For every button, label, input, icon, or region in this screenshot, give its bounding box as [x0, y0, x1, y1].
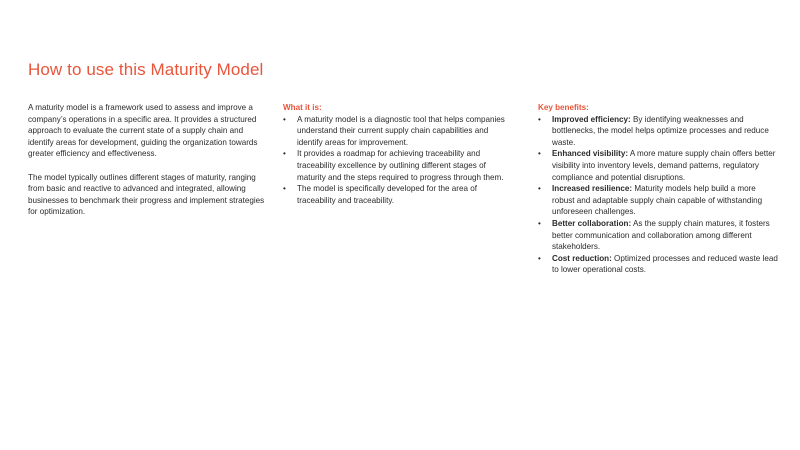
list-item	[538, 148, 778, 183]
bullet-icon: •	[283, 149, 286, 159]
benefit-text: Maturity models help build a more robust and adaptable supply chain capable of withstanding unforeseen challenges.	[552, 184, 763, 217]
list-item	[538, 218, 778, 253]
bullet-icon: •	[538, 184, 541, 194]
key-benefits-heading: Key benefits:	[538, 103, 589, 112]
bullet-icon: •	[283, 114, 286, 124]
list-item	[283, 183, 515, 206]
bullet-icon: •	[538, 149, 541, 159]
what-it-is-heading: What it is:	[283, 103, 322, 112]
benefit-label: Improved efficiency:	[552, 114, 631, 124]
what-it-is-list	[283, 114, 515, 207]
key-benefits-column	[538, 102, 778, 276]
benefit-label: Increased resilience:	[552, 184, 633, 194]
bullet-icon: •	[538, 253, 541, 263]
page-title: How to use this Maturity Model	[28, 60, 264, 79]
benefit-label: Cost reduction:	[552, 253, 612, 263]
bullet-icon: •	[538, 114, 541, 124]
what-it-is-column	[283, 102, 515, 206]
list-item	[283, 114, 515, 149]
benefit-text: Optimized processes and reduced waste lead to lower operational costs.	[552, 253, 778, 275]
benefit-text: A more mature supply chain offers better visibility into inventory levels, demand patterns, regulatory compliance and potential disruptions.	[552, 149, 776, 182]
list-item-text: It provides a roadmap for achieving traceability and traceability excellence by outlining different stages of maturity and the steps required to progress through them.	[297, 149, 504, 182]
list-item	[538, 253, 778, 276]
list-item	[283, 148, 515, 183]
benefit-label: Enhanced visibility:	[552, 149, 629, 159]
intro-column	[28, 102, 268, 230]
benefit-text: By identifying weaknesses and bottlenecks, the model helps optimize processes and reduce waste.	[552, 114, 769, 147]
benefit-label: Better collaboration:	[552, 218, 632, 228]
benefit-text: As the supply chain matures, it fosters better communication and collaboration among different stakeholders.	[552, 218, 770, 252]
list-item-text: A maturity model is a diagnostic tool that helps companies understand their current supply chain capabilities and identify areas for improvement.	[297, 114, 505, 147]
key-benefits-list	[538, 114, 778, 276]
bullet-icon: •	[283, 184, 286, 194]
list-item	[538, 183, 778, 218]
intro-paragraph: The model typically outlines different stages of maturity, ranging from basic and reactive to advanced and integrated, allowing businesses to benchmark their progress and implement strategies for optimization.	[28, 172, 265, 217]
list-item-text: The model is specifically developed for the area of traceability and traceability.	[297, 184, 477, 205]
list-item	[538, 114, 778, 149]
bullet-icon: •	[538, 218, 541, 228]
intro-paragraph: A maturity model is a framework used to assess and improve a company’s operations in a specific area. It provides a structured approach to evaluate the current state of a supply chain and identify areas for development, guiding the organization towards greater efficiency and effectiveness.	[28, 103, 258, 159]
